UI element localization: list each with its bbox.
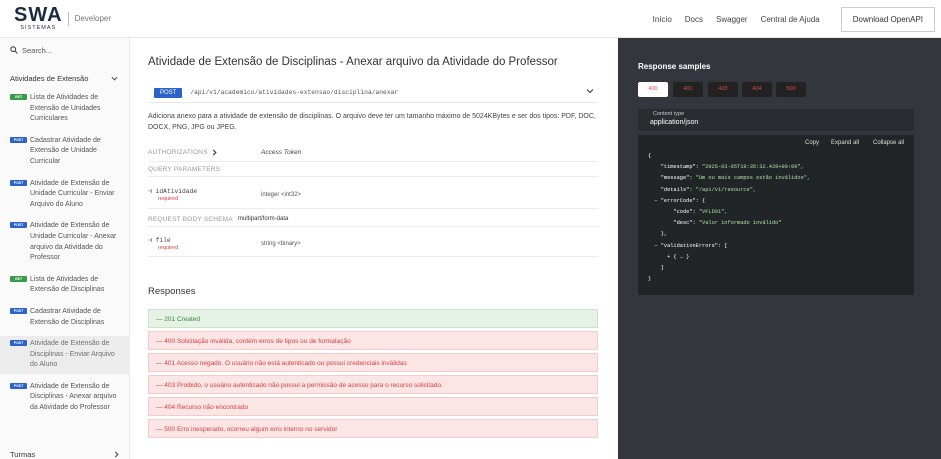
param-name-text: idAtividade [155, 188, 198, 195]
response-500[interactable]: — 500 Erro inesperado, ocorreu algum erro interno no servidor [148, 419, 598, 438]
sidebar-item-label: Cadastrar Atividade de Extensão de Unidade Curricular [30, 136, 101, 165]
method-badge-get: GET [10, 94, 27, 100]
code-toggle[interactable]: + { … } [667, 253, 690, 260]
param-required: required [158, 196, 179, 202]
sidebar-item[interactable] [0, 218, 129, 266]
code-value: "VFLD01", [698, 209, 728, 216]
chevron-down-icon [111, 76, 118, 81]
method-badge-post: POST [154, 88, 182, 98]
code-value: "Um ou mais campos estão inválidos", [695, 175, 811, 182]
json-code [648, 151, 810, 285]
nav-docs[interactable]: Docs [684, 14, 703, 24]
request-body-schema-label: REQUEST BODY SCHEMA [148, 216, 233, 223]
sidebar [0, 38, 130, 459]
sidebar-item[interactable] [0, 133, 129, 171]
divider [148, 161, 598, 162]
param-type: string <binary> [261, 241, 301, 247]
response-403[interactable]: — 403 Proibido, o usuário autenticado não possui a permissão de acesso para o recurso solicitado. [148, 375, 598, 394]
nav-central-de-ajuda[interactable]: Central de Ajuda [760, 14, 820, 24]
chevron-right-icon [114, 451, 119, 458]
sidebar-group-label: Atividades de Extensão [10, 73, 89, 83]
search-placeholder: Search... [22, 45, 53, 55]
sidebar-group-turmas[interactable] [0, 445, 130, 459]
code-key: "details": [660, 186, 696, 193]
divider [148, 208, 598, 209]
top-header [0, 0, 941, 38]
method-badge-post: POST [10, 308, 27, 314]
code-value: "Valor informado inválido" [698, 220, 782, 227]
code-sample [638, 135, 914, 295]
endpoint-path: /api/v1/academico/atividades-extensao/disciplina/anexar [190, 89, 399, 96]
content-type-label: Content type [653, 111, 685, 117]
code-toggle[interactable]: – "errorCode": { [654, 197, 706, 204]
code-line: { [648, 153, 652, 159]
sidebar-item-active[interactable] [0, 336, 129, 374]
logo-mark [14, 5, 63, 32]
sidebar-item-label: Atividade de Extensão de Disciplinas - Anexar arquivo da Atividade do Professor [30, 382, 117, 412]
tab-401[interactable]: 401 [673, 82, 703, 97]
code-line: }, [660, 231, 668, 238]
param-name-idatividade: ⊣ idAtividade [148, 188, 198, 195]
sidebar-items [0, 90, 129, 417]
collapse-all-button[interactable]: Collapse all [873, 140, 905, 146]
responses-title: Responses [148, 286, 196, 297]
code-value: "2025-03-05T19:35:32.428+00:00", [702, 164, 804, 171]
logo-subtext: SISTEMAS [20, 25, 57, 32]
method-badge-post: POST [10, 340, 27, 346]
developer-label: Developer [74, 14, 112, 23]
method-badge-post: POST [10, 222, 27, 228]
download-openapi-button[interactable]: Download OpenAPI [841, 7, 935, 32]
sidebar-group-atividades-de-extensao[interactable] [0, 69, 129, 87]
logo-text: SWA [14, 4, 63, 27]
sidebar-item-label: Atividade de Extensão de Disciplinas - Enviar Arquivo do Aluno [30, 340, 115, 369]
divider [148, 226, 598, 227]
sidebar-item-label: Cadastrar Atividade de Extensão de Disciplinas [30, 307, 105, 326]
search-icon [10, 46, 18, 54]
content-type-value: application/json [650, 119, 699, 126]
top-nav [653, 0, 941, 38]
tab-403[interactable]: 403 [708, 82, 738, 97]
method-badge-post: POST [10, 383, 27, 389]
copy-button[interactable]: Copy [805, 140, 820, 146]
method-badge-post: POST [10, 137, 27, 143]
chevron-down-icon[interactable] [586, 88, 594, 94]
response-404[interactable]: — 404 Recurso não encontrado [148, 397, 598, 416]
tab-404[interactable]: 404 [742, 82, 772, 97]
sidebar-group-label: Turmas [10, 449, 36, 459]
authorizations-row [148, 149, 598, 156]
endpoint-bar[interactable] [148, 83, 598, 103]
authorizations-label: AUTHORIZATIONS [148, 149, 208, 156]
sidebar-item[interactable] [0, 304, 129, 331]
response-samples-title: Response samples [638, 62, 711, 71]
nav-swagger[interactable]: Swagger [716, 14, 748, 24]
search-input[interactable] [0, 38, 129, 62]
main-content [130, 38, 618, 459]
sidebar-item-label: Atividade de Extensão de Unidade Curricular - Enviar Arquivo do Aluno [30, 179, 115, 208]
sidebar-item[interactable] [0, 379, 129, 417]
endpoint-description: Adiciona anexo para a atividade de extensão de disciplinas. O arquivo deve ter um tamanho máximo de 5024KBytes e ser dos tipos: PDF, DOC, DOCX, PNG, JPG ou JPEG. [148, 113, 596, 131]
page-title: Atividade de Extensão de Disciplinas - Anexar arquivo da Atividade do Professor [148, 56, 558, 68]
method-badge-get: GET [10, 276, 27, 282]
code-line: } [648, 276, 652, 283]
expand-all-button[interactable]: Expand all [831, 140, 860, 146]
tab-500[interactable]: 500 [776, 82, 806, 97]
content-type-select[interactable] [638, 109, 914, 131]
divider [148, 176, 598, 177]
code-key: "timestamp": [660, 164, 703, 171]
response-samples-panel [618, 38, 941, 459]
response-401[interactable]: — 401 Acesso negado. O usuário não está autenticado ou possui credenciais inválidas [148, 353, 598, 372]
sidebar-item-label: Atividade de Extensão de Unidade Curricular - Anexar arquivo da Atividade do Professor [30, 222, 117, 262]
response-400[interactable]: — 400 Solicitação inválida, contém erros de tipos ou de formatação [148, 331, 598, 350]
authorizations-value: Access Token [261, 149, 302, 156]
tab-400[interactable]: 400 [638, 82, 668, 97]
response-201[interactable]: — 201 Created [148, 309, 598, 328]
param-name-text: file [155, 237, 171, 244]
sidebar-item[interactable] [0, 90, 129, 128]
sidebar-item-label: Lista de Atividades de Extensão de Unidades Curriculares [30, 94, 101, 123]
code-toggle[interactable]: – "validationErrors": [ [654, 242, 728, 249]
param-name-file: ⊣ file [148, 237, 171, 244]
logo[interactable] [14, 0, 111, 38]
code-value: "/api/v1/resource", [695, 186, 757, 193]
logo-divider [68, 12, 69, 26]
method-badge-post: POST [10, 180, 27, 186]
sidebar-item-label: Lista de Atividades de Extensão de Disciplinas [30, 275, 105, 294]
param-required: required [158, 245, 179, 251]
code-key: "code": [673, 209, 699, 216]
request-body-content-type: multipart/form-data [238, 216, 289, 222]
nav-inicio[interactable]: Início [652, 14, 672, 24]
divider [148, 256, 598, 257]
code-key: "message": [660, 175, 696, 182]
param-type: integer <int32> [261, 192, 302, 198]
code-key: "desc": [673, 220, 699, 227]
sidebar-item[interactable] [0, 176, 129, 214]
chevron-right-icon[interactable] [212, 149, 217, 156]
sidebar-item[interactable] [0, 272, 129, 299]
code-line: ] [660, 265, 664, 272]
query-parameters-label: QUERY PARAMETERS [148, 166, 221, 173]
